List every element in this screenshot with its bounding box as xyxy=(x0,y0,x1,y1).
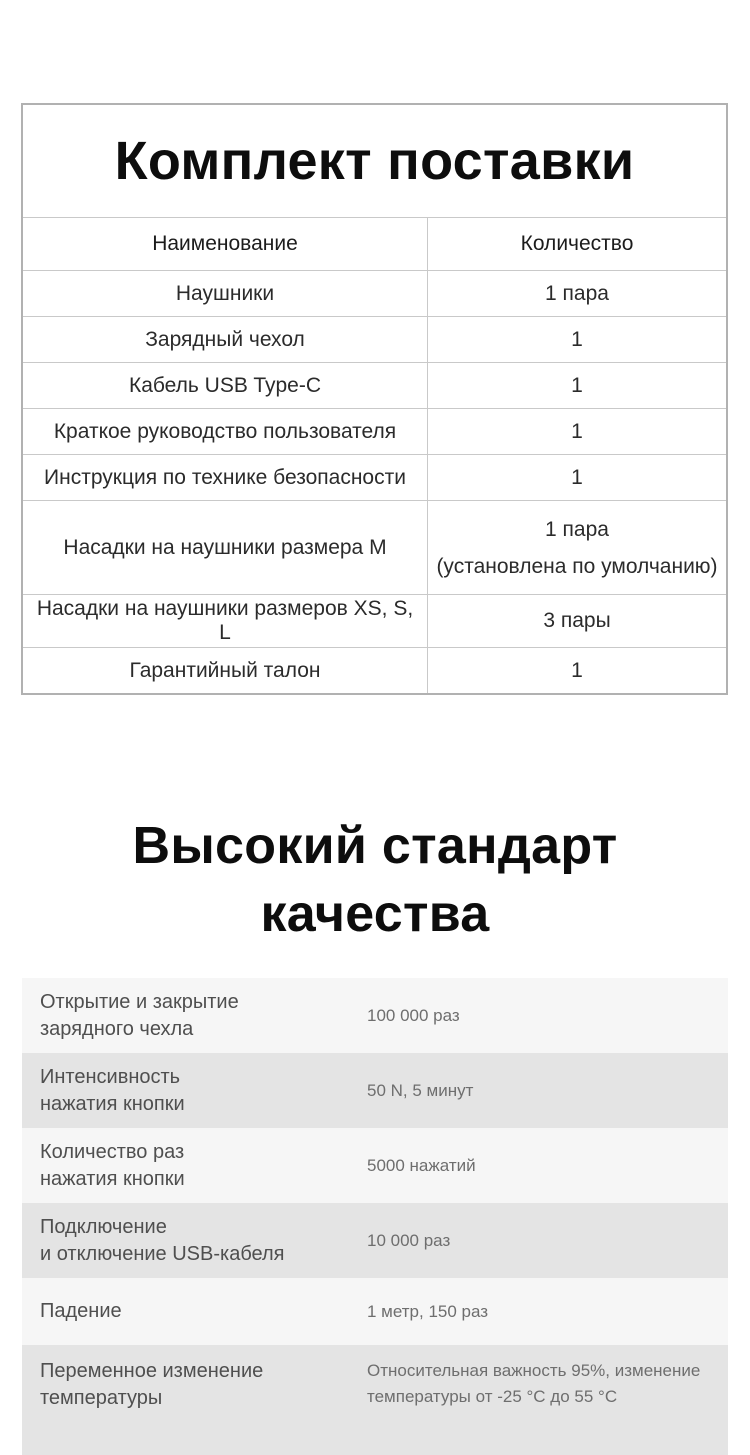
supply-header-row xyxy=(23,217,726,270)
item-quantity: 1 пара xyxy=(427,271,726,316)
item-name: Насадки на наушники размера M xyxy=(63,535,387,559)
item-quantity: 3 пары xyxy=(427,595,726,647)
table-row xyxy=(23,270,726,316)
table-row xyxy=(23,647,726,693)
item-name: Инструкция по технике безопасности xyxy=(44,465,406,489)
quality-label: Падение xyxy=(40,1300,122,1322)
quality-value: 1 метр, 150 раз xyxy=(367,1301,489,1321)
column-header-quantity: Количество xyxy=(427,218,726,270)
quality-label: Переменное изменение температуры xyxy=(40,1360,264,1409)
quality-heading-line2: качества xyxy=(260,885,490,943)
table-row xyxy=(23,408,726,454)
item-quantity: 1 xyxy=(427,363,726,408)
table-row xyxy=(23,316,726,362)
quality-label: Количество раз нажатия кнопки xyxy=(40,1140,185,1190)
item-name: Кабель USB Type-C xyxy=(128,373,322,397)
quality-value: 50 N, 5 минут xyxy=(367,1080,474,1100)
supply-kit-table xyxy=(21,103,728,695)
quality-row xyxy=(22,1203,728,1278)
quality-label: Открытие и закрытие зарядного чехла xyxy=(40,990,239,1040)
item-quantity: 1 xyxy=(427,317,726,362)
item-name: Гарантийный талон xyxy=(129,658,321,682)
quality-standards-table xyxy=(22,978,728,1455)
item-quantity: 1 пара (установлена по умолчанию) xyxy=(427,501,726,594)
quality-heading-line1: Высокий стандарт xyxy=(132,817,618,875)
quality-value: 5000 нажатий xyxy=(367,1155,476,1175)
table-row xyxy=(23,454,726,500)
quality-row xyxy=(22,1278,728,1345)
quality-value: 10 000 раз xyxy=(367,1230,451,1250)
table-row xyxy=(23,362,726,408)
item-quantity: 1 xyxy=(427,409,726,454)
quality-label: Интенсивность нажатия кнопки xyxy=(40,1065,185,1115)
item-name: Краткое руководство пользователя xyxy=(53,419,397,443)
quality-value: Относительная важность 95%, изменение температуры от -25 °C до 55 °C xyxy=(367,1361,701,1406)
quality-row xyxy=(22,1053,728,1128)
table-row xyxy=(23,594,726,647)
table-row xyxy=(23,500,726,594)
quality-label: Подключение и отключение USB-кабеля xyxy=(40,1215,285,1265)
item-name: Зарядный чехол xyxy=(145,327,305,351)
item-name: Насадки на наушники размеров XS, S, L xyxy=(36,597,414,644)
item-quantity: 1 xyxy=(427,455,726,500)
supply-kit-title: Комплект поставки xyxy=(114,131,635,191)
quality-row xyxy=(22,1345,728,1455)
quality-row xyxy=(22,1128,728,1203)
quality-value: 100 000 раз xyxy=(367,1005,460,1025)
item-name: Наушники xyxy=(175,281,275,305)
quality-heading xyxy=(0,812,750,948)
quality-row xyxy=(22,978,728,1053)
column-header-name: Наименование xyxy=(152,232,298,255)
item-quantity: 1 xyxy=(427,648,726,693)
